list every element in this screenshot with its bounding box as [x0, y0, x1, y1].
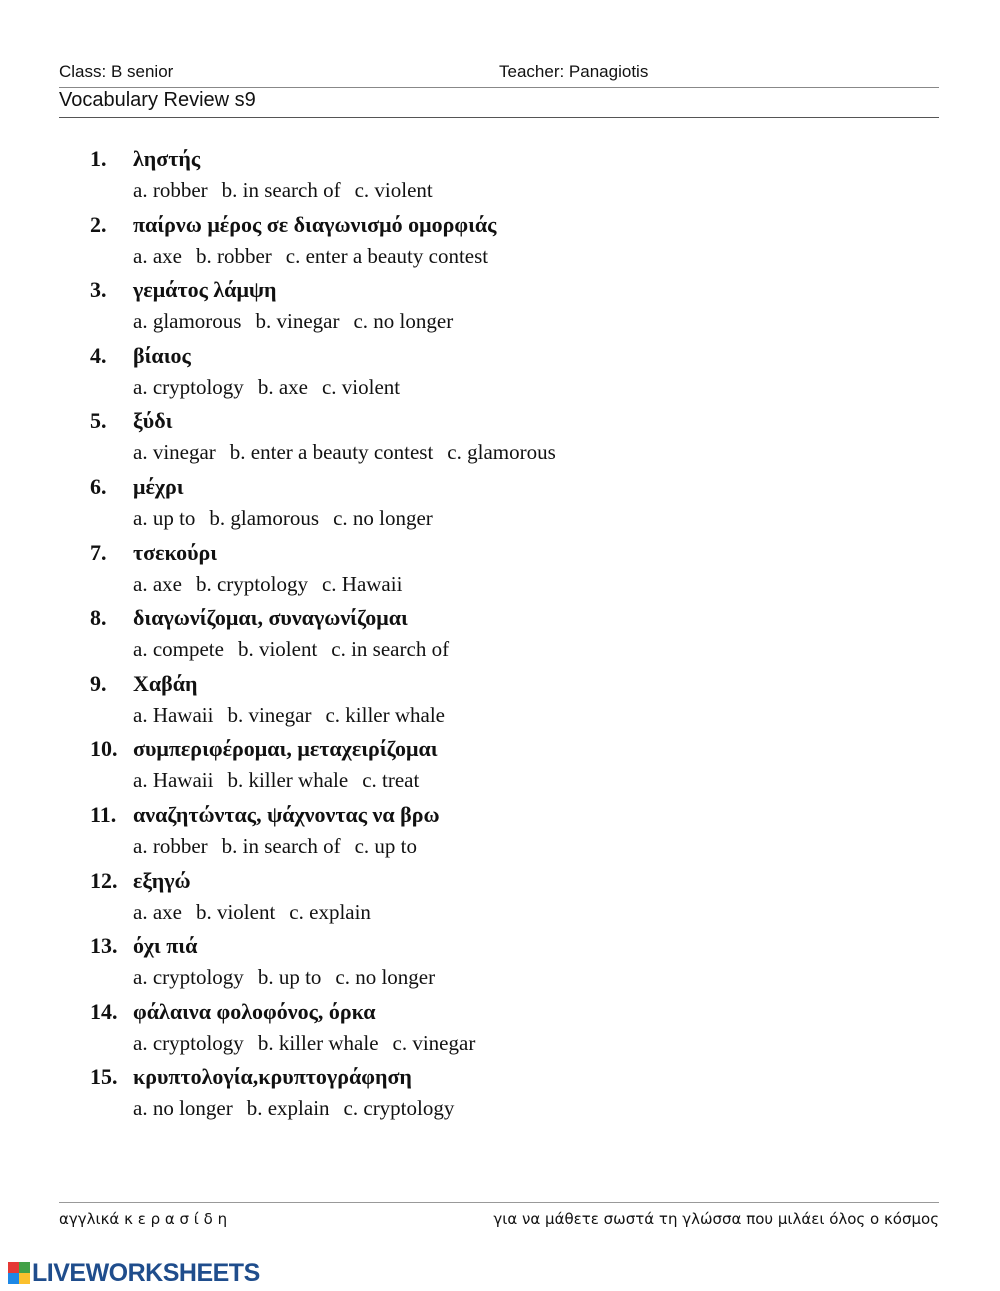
question-item — [90, 538, 950, 604]
answer-options — [133, 634, 463, 664]
answer-option[interactable]: a. axe — [133, 571, 182, 596]
question-term: βίαιος — [133, 342, 191, 368]
answer-option[interactable]: b. robber — [195, 243, 272, 268]
answer-option[interactable]: c. treat — [362, 768, 420, 793]
answer-option[interactable]: c. violent — [354, 178, 433, 202]
footer-left-text: αγγλικά κ ε ρ α σ ί δ η — [59, 1210, 228, 1228]
question-number: 6. — [90, 473, 107, 499]
answer-option[interactable]: c. Hawaii — [321, 571, 403, 596]
answer-option[interactable]: b. killer whale — [227, 768, 349, 793]
answer-option[interactable]: a. vinegar — [133, 440, 216, 465]
question-term: μέχρι — [133, 473, 184, 499]
answer-option[interactable]: a. axe — [133, 243, 182, 268]
question-number: 11. — [90, 801, 117, 827]
answer-options — [133, 897, 385, 927]
header-divider — [59, 87, 939, 88]
answer-option[interactable]: b. vinegar — [227, 702, 312, 727]
question-item — [90, 997, 950, 1063]
question-item — [90, 472, 950, 538]
answer-option[interactable]: c. in search of — [331, 637, 450, 662]
worksheet-header — [59, 62, 939, 84]
answer-option[interactable]: c. vinegar — [392, 1030, 476, 1055]
answer-option[interactable]: a. robber — [133, 833, 208, 858]
answer-option[interactable]: a. Hawaii — [133, 768, 214, 793]
question-number: 4. — [90, 342, 107, 368]
question-number: 1. — [90, 146, 107, 171]
question-item — [90, 341, 950, 407]
answer-options — [133, 503, 447, 533]
question-item — [90, 866, 950, 932]
answer-option[interactable]: c. no longer — [335, 965, 436, 990]
question-term: γεμάτος λάμψη — [133, 277, 277, 303]
question-term: συμπεριφέρομαι, μεταχειρίζομαι — [133, 736, 438, 762]
answer-option[interactable]: b. cryptology — [195, 571, 308, 596]
answer-option[interactable]: a. robber — [133, 178, 208, 202]
question-term: όχι πιά — [133, 933, 198, 959]
answer-option[interactable]: c. no longer — [353, 309, 454, 334]
question-item — [90, 144, 950, 210]
answer-option[interactable]: b. enter a beauty contest — [229, 440, 434, 465]
answer-option[interactable]: b. explain — [246, 1096, 330, 1121]
answer-options — [133, 306, 467, 336]
answer-option[interactable]: b. killer whale — [257, 1030, 379, 1055]
question-number: 7. — [90, 539, 107, 565]
answer-option[interactable]: c. glamorous — [447, 440, 556, 465]
answer-option[interactable]: a. compete — [133, 637, 224, 662]
question-term: παίρνω μέρος σε διαγωνισμό ομορφιάς — [133, 211, 497, 237]
liveworksheets-brand[interactable] — [8, 1258, 260, 1288]
answer-option[interactable]: b. in search of — [221, 833, 341, 858]
question-item — [90, 931, 950, 997]
answer-option[interactable]: b. violent — [237, 637, 318, 662]
answer-option[interactable]: a. cryptology — [133, 965, 244, 990]
answer-option[interactable]: b. vinegar — [255, 309, 340, 334]
question-term: αναζητώντας, ψάχνοντας να βρω — [133, 801, 440, 827]
question-number: 9. — [90, 670, 107, 696]
answer-option[interactable]: b. axe — [257, 374, 308, 399]
question-term: διαγωνίζομαι, συναγωνίζομαι — [133, 605, 408, 631]
answer-option[interactable]: a. Hawaii — [133, 702, 214, 727]
answer-option[interactable]: b. glamorous — [209, 505, 320, 530]
question-term: ληστής — [133, 146, 201, 171]
question-item — [90, 800, 950, 866]
answer-option[interactable]: a. cryptology — [133, 1030, 244, 1055]
answer-option[interactable]: a. glamorous — [133, 309, 242, 334]
answer-option[interactable]: b. up to — [257, 965, 322, 990]
answer-options — [133, 1028, 489, 1058]
question-number: 12. — [90, 867, 118, 893]
question-list — [90, 144, 950, 1128]
question-number: 14. — [90, 998, 118, 1024]
question-term: κρυπτολογία,κρυπτογράφηση — [133, 1064, 412, 1090]
footer-right-text: για να μάθετε σωστά τη γλώσσα που μιλάει όλος ο κόσμος — [493, 1210, 939, 1228]
answer-option[interactable]: c. no longer — [333, 505, 433, 530]
liveworksheets-logo-icon — [8, 1262, 30, 1284]
question-term: ξύδι — [133, 408, 173, 434]
answer-option[interactable]: a. axe — [133, 899, 182, 924]
question-item — [90, 1062, 950, 1128]
question-item — [90, 669, 950, 735]
answer-option[interactable]: c. cryptology — [343, 1096, 455, 1121]
teacher-label: Teacher: Panagiotis — [499, 62, 649, 81]
answer-option[interactable]: c. explain — [289, 899, 371, 924]
answer-options — [133, 1093, 468, 1123]
answer-options — [133, 372, 414, 402]
question-item — [90, 275, 950, 341]
question-term: εξηγώ — [133, 867, 191, 893]
answer-option[interactable]: c. violent — [321, 374, 401, 399]
question-number: 8. — [90, 605, 107, 631]
worksheet-title: Vocabulary Review s9 — [59, 89, 256, 111]
answer-options — [133, 175, 447, 205]
answer-option[interactable]: b. violent — [195, 899, 276, 924]
question-item — [90, 734, 950, 800]
title-divider — [59, 117, 939, 118]
answer-options — [133, 962, 449, 992]
class-label: Class: B senior — [59, 62, 174, 81]
answer-options — [133, 765, 433, 795]
question-term: τσεκούρι — [133, 539, 218, 565]
footer-divider — [59, 1202, 939, 1203]
question-number: 10. — [90, 736, 118, 762]
question-number: 15. — [90, 1064, 118, 1090]
answer-options — [133, 569, 416, 599]
brand-text: LIVEWORKSHEETS — [32, 1258, 260, 1287]
question-number: 5. — [90, 408, 107, 434]
answer-option[interactable]: a. up to — [133, 505, 196, 530]
question-item — [90, 210, 950, 276]
answer-options — [133, 831, 431, 861]
answer-option[interactable]: c. enter a beauty contest — [285, 243, 489, 268]
answer-option[interactable]: c. killer whale — [325, 702, 445, 727]
answer-option[interactable]: b. in search of — [221, 178, 341, 202]
answer-option[interactable]: c. up to — [354, 833, 418, 858]
answer-option[interactable]: a. no longer — [133, 1096, 233, 1121]
question-term: φάλαινα φολοφόνος, όρκα — [133, 998, 376, 1024]
question-term: Χαβάη — [133, 670, 198, 696]
question-number: 13. — [90, 933, 118, 959]
question-number: 2. — [90, 211, 107, 237]
answer-options — [133, 700, 459, 730]
answer-option[interactable]: a. cryptology — [133, 374, 244, 399]
answer-options — [133, 437, 570, 467]
question-item — [90, 406, 950, 472]
answer-options — [133, 241, 502, 271]
question-item — [90, 603, 950, 669]
question-number: 3. — [90, 277, 107, 303]
